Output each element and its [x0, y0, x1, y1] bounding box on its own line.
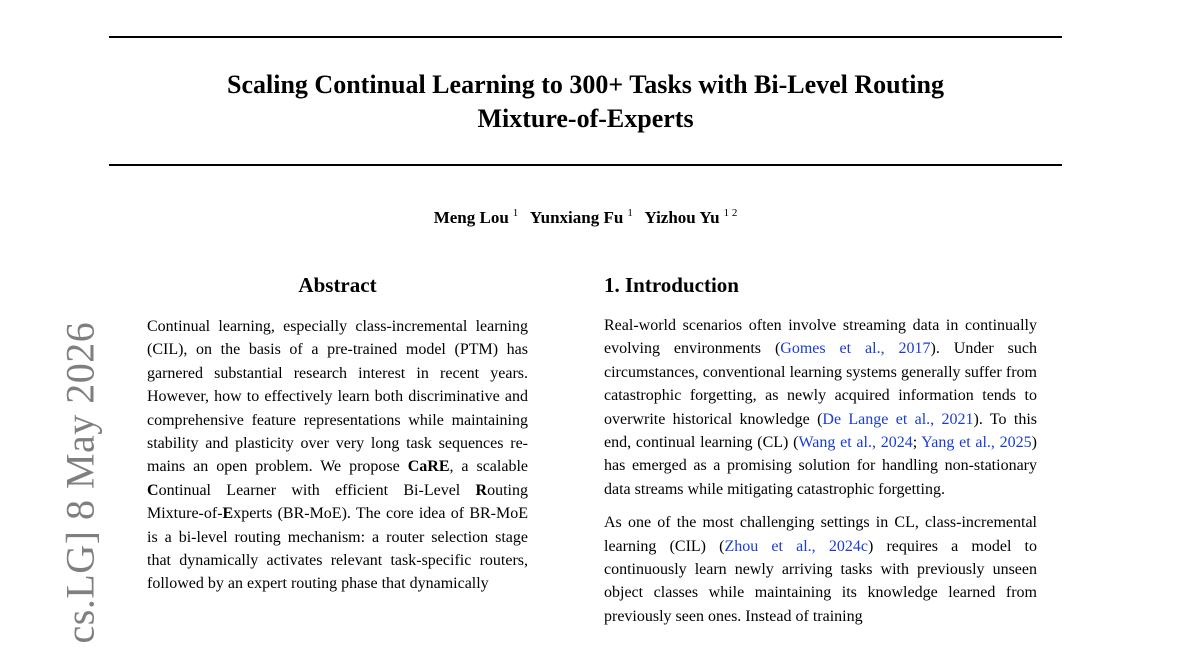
citation-link[interactable]: Gomes et al., 2017: [780, 340, 931, 358]
method-name: CaRE: [407, 458, 450, 476]
abstract-text: , a scalable: [449, 458, 528, 476]
citation-link[interactable]: Wang et al., 2024: [798, 434, 913, 452]
abstract-text: xperts (BR-MoE). The core idea of BR-MoE is a bi-level routing mechanism: a router selection stage that dynamically activates relevant task-specific routers, followed by an expert routing phase that dynamically: [147, 505, 528, 593]
intro-text: As one of the most challenging settings in CL, class-incremental learning (CIL) (: [604, 514, 1037, 555]
author-name: Meng Lou: [433, 208, 509, 227]
intro-text: ) has emerged as a promising solution for handling non-stationary data streams while mitigating catastrophic forgetting.: [604, 434, 1037, 498]
intro-text: Real-world scenarios often involve streaming data in continually evolving environments (: [604, 317, 1037, 358]
intro-paragraph-1: [604, 314, 1037, 501]
abstract-text: Continual learning, especially class-incremental learning (CIL), on the basis of a pre-trained model (PTM) has garnered substantial research interest in recent years. However, how to effectively learn both discriminative and comprehensive feature representations while maintaining stability and plasticity over very long task sequences remains an open problem. We propose: [147, 318, 528, 476]
author-name: Yunxiang Fu: [529, 208, 624, 227]
acronym-letter: E: [222, 505, 234, 523]
intro-text: ). To this end, continual learning (CL) (: [604, 410, 1038, 452]
intro-paragraph-2: [604, 511, 1037, 628]
author-affiliation: 1: [512, 207, 519, 219]
intro-text: ). Under such circumstances, conventional learning systems generally suffer from catastrophic forgetting, as newly acquired information tends to overwrite historical knowledge (: [604, 340, 1038, 428]
author-affiliation: 1 2: [723, 207, 738, 219]
citation-link[interactable]: Yang et al., 2025: [921, 434, 1032, 452]
arxiv-stamp: cs.LG] 8 May 2026: [57, 321, 103, 644]
citation-link[interactable]: De Lange et al., 2021: [822, 410, 974, 428]
introduction-body: [604, 314, 1037, 638]
intro-text: ;: [912, 434, 922, 452]
abstract-text: outing Mixture-of-: [147, 481, 528, 523]
abstract-paragraph: [147, 315, 528, 596]
introduction-heading: 1. Introduction: [604, 273, 739, 297]
top-rule: [109, 36, 1062, 38]
citation-link[interactable]: Zhou et al., 2024c: [724, 537, 868, 555]
title-bottom-rule: [109, 164, 1062, 166]
acronym-letter: C: [147, 481, 159, 499]
acronym-letter: R: [475, 481, 488, 499]
abstract-text: ontinual Learner with efficient Bi-Level: [158, 481, 476, 499]
paper-title: [109, 68, 1062, 136]
author-name: Yizhou Yu: [644, 208, 720, 227]
intro-text: ) requires a model to continuously learn newly arriving tasks with previously unseen object classes while maintaining its knowledge learned from previously seen ones. Instead of training: [604, 537, 1037, 625]
author-list: [109, 208, 1062, 228]
abstract-body: [147, 315, 528, 606]
abstract-heading: Abstract: [298, 273, 377, 297]
title-line-2: Mixture-of-Experts: [477, 104, 694, 133]
title-line-1: Scaling Continual Learning to 300+ Tasks with Bi-Level Routing: [227, 70, 944, 99]
author-affiliation: 1: [627, 207, 633, 219]
